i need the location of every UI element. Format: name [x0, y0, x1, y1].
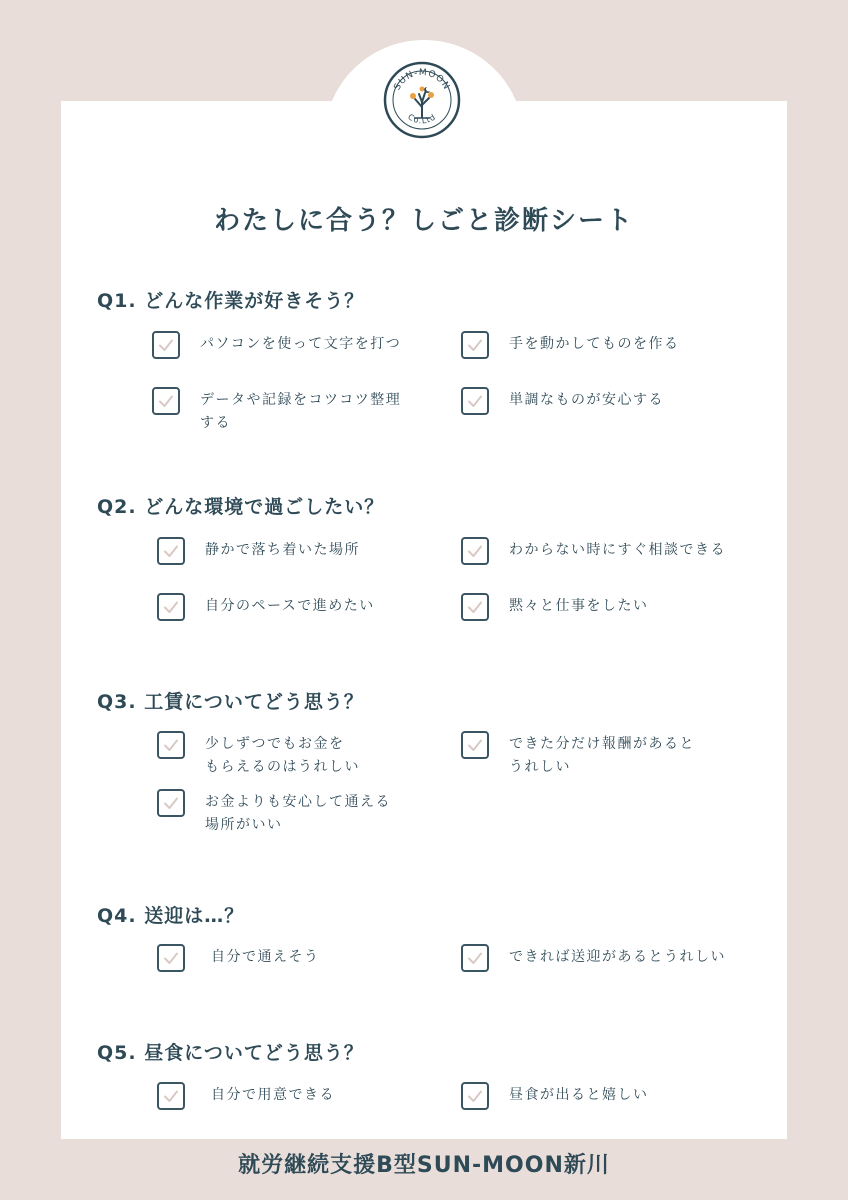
option-label: 自分で通えそう — [211, 949, 320, 965]
option-q2-3[interactable] — [157, 593, 375, 621]
checkbox[interactable] — [461, 1082, 489, 1110]
option-q3-1[interactable] — [157, 731, 360, 779]
check-icon — [162, 542, 180, 560]
option-q2-2[interactable] — [461, 537, 726, 565]
option-q1-4[interactable] — [461, 387, 664, 415]
checkbox[interactable] — [157, 789, 185, 817]
option-label: データや記録をコツコツ整理 する — [200, 392, 402, 431]
check-icon — [466, 392, 484, 410]
option-label: お金よりも安心して通える 場所がいい — [205, 794, 391, 833]
checkbox[interactable] — [152, 331, 180, 359]
checkbox[interactable] — [461, 731, 489, 759]
option-q3-2[interactable] — [461, 731, 695, 779]
option-label: できれば送迎があるとうれしい — [509, 949, 726, 965]
option-label: パソコンを使って文字を打つ — [200, 336, 402, 352]
option-q2-1[interactable] — [157, 537, 360, 565]
option-q2-4[interactable] — [461, 593, 649, 621]
option-label: 黙々と仕事をしたい — [509, 598, 649, 614]
option-label: 静かで落ち着いた場所 — [205, 542, 360, 558]
option-q1-2[interactable] — [461, 331, 680, 359]
svg-text:Co.Ltd: Co.Ltd — [406, 112, 438, 126]
question-1: Q1. どんな作業が好きそう？ — [97, 290, 365, 312]
option-label: 自分で用意できる — [211, 1087, 335, 1103]
footer-organization-name: 就労継続支援B型SUN-MOON新川 — [238, 1153, 610, 1178]
question-2: Q2. どんな環境で過ごしたい？ — [97, 496, 385, 518]
check-icon — [466, 949, 484, 967]
checkbox[interactable] — [461, 537, 489, 565]
option-label: できた分だけ報酬があると うれしい — [509, 736, 695, 775]
checkbox[interactable] — [461, 331, 489, 359]
checkbox[interactable] — [461, 593, 489, 621]
option-q1-1[interactable] — [152, 331, 401, 359]
question-4: Q4. 送迎は…？ — [97, 905, 245, 927]
option-q4-1[interactable] — [157, 944, 320, 972]
option-label: わからない時にすぐ相談できる — [509, 542, 726, 558]
checkbox[interactable] — [461, 944, 489, 972]
page-title: わたしに合う？しごと診断シート — [213, 206, 634, 236]
checkbox[interactable] — [461, 387, 489, 415]
option-label: 単調なものが安心する — [509, 392, 664, 408]
question-5: Q5. 昼食についてどう思う？ — [97, 1042, 364, 1064]
check-icon — [466, 1087, 484, 1105]
option-label: 昼食が出ると嬉しい — [509, 1087, 649, 1103]
svg-text:SUN-MOON: SUN-MOON — [392, 67, 452, 93]
check-icon — [162, 1087, 180, 1105]
checkbox[interactable] — [157, 944, 185, 972]
checkbox[interactable] — [157, 537, 185, 565]
check-icon — [466, 542, 484, 560]
option-q5-2[interactable] — [461, 1082, 649, 1110]
option-q3-3[interactable] — [157, 789, 391, 837]
check-icon — [466, 336, 484, 354]
check-icon — [162, 794, 180, 812]
check-icon — [162, 736, 180, 754]
option-q5-1[interactable] — [157, 1082, 335, 1110]
check-icon — [466, 736, 484, 754]
check-icon — [162, 949, 180, 967]
option-q4-2[interactable] — [461, 944, 726, 972]
tree-sun-moon-logo-icon — [383, 61, 461, 139]
check-icon — [157, 392, 175, 410]
option-label: 少しずつでもお金を もらえるのはうれしい — [205, 736, 360, 775]
check-icon — [162, 598, 180, 616]
checkbox[interactable] — [157, 1082, 185, 1110]
checkbox[interactable] — [157, 731, 185, 759]
check-icon — [157, 336, 175, 354]
question-3: Q3. 工賃についてどう思う？ — [97, 691, 364, 713]
option-q1-3[interactable] — [152, 387, 401, 435]
checkbox[interactable] — [157, 593, 185, 621]
option-label: 自分のペースで進めたい — [205, 598, 375, 614]
option-label: 手を動かしてものを作る — [509, 336, 680, 352]
checkbox[interactable] — [152, 387, 180, 415]
check-icon — [466, 598, 484, 616]
